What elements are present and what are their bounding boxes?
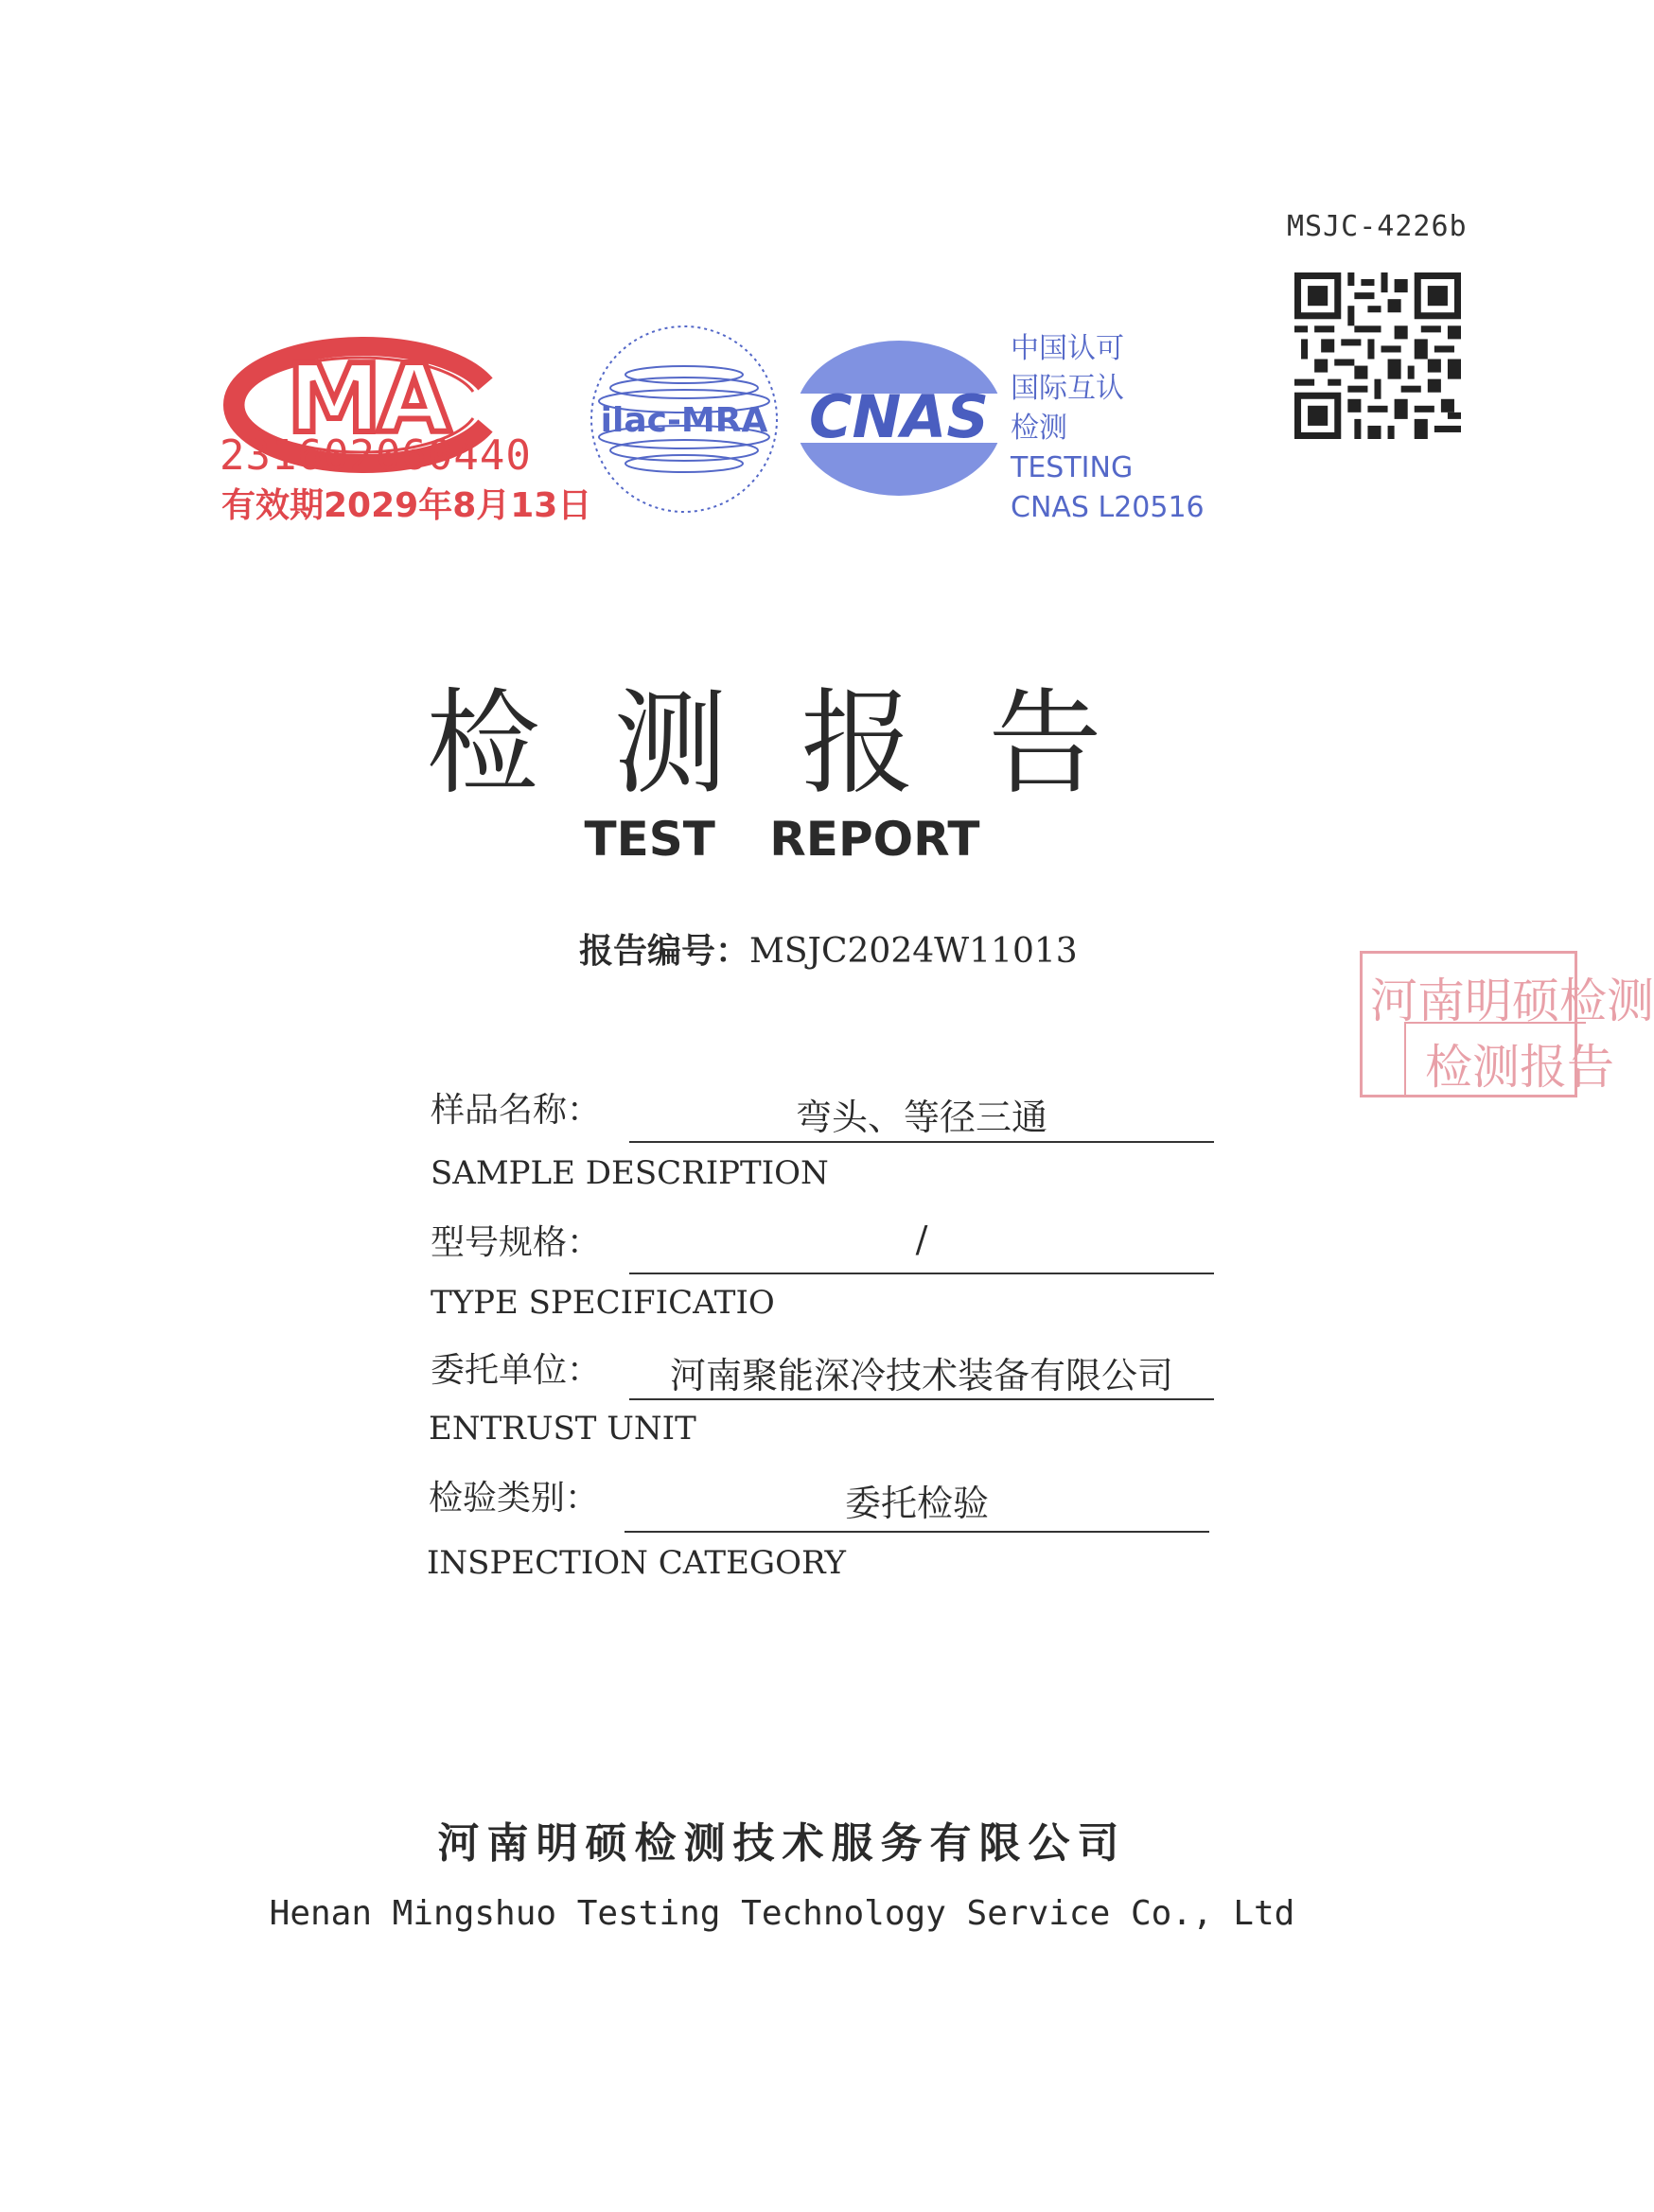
report-number-value: MSJC2024W11013 <box>749 932 1078 971</box>
cnas-line-2: 国际互认 <box>1011 372 1124 405</box>
type-label-en: TYPE SPECIFICATIO <box>431 1284 775 1322</box>
cnas-accreditation-text <box>1011 329 1205 528</box>
cnas-line-4: TESTING <box>1011 451 1134 484</box>
entrust-label-en: ENTRUST UNIT <box>429 1410 696 1448</box>
entrust-value: 河南聚能深冷技术装备有限公司 <box>669 1355 1173 1396</box>
sample-label: 样品名称： <box>431 1091 602 1130</box>
cma-validity-date: 有效期2029年8月13日 <box>221 486 592 525</box>
category-underline <box>625 1531 1209 1533</box>
document-code: MSJC-4226b <box>1287 210 1468 243</box>
report-title-en: TEST REPORT <box>584 812 980 867</box>
cnas-line-1: 中国认可 <box>1011 332 1124 365</box>
report-title-zh: 检测报告 <box>426 678 1176 810</box>
svg-text:ilac-MRA: ilac-MRA <box>600 401 768 440</box>
cnas-line-5: CNAS L20516 <box>1011 491 1205 524</box>
company-name-en: Henan Mingshuo Testing Technology Service Co., Ltd <box>269 1894 1295 1933</box>
sample-label-en: SAMPLE DESCRIPTION <box>431 1154 829 1192</box>
qr-code-icon <box>1294 272 1461 439</box>
ilac-mra-logo-icon <box>585 320 783 518</box>
company-name-zh: 河南明硕检测技术服务有限公司 <box>437 1819 1127 1868</box>
cnas-line-3: 检测 <box>1011 412 1067 445</box>
entrust-label: 委托单位： <box>431 1351 602 1390</box>
type-value: / <box>915 1219 928 1260</box>
svg-text:CNAS: CNAS <box>808 382 990 451</box>
cma-certificate-number: 231602060440 <box>220 431 532 480</box>
sample-value: 弯头、等径三通 <box>795 1097 1047 1138</box>
seam-stamp-line-1: 河南明硕检测 <box>1370 974 1654 1028</box>
category-label-en: INSPECTION CATEGORY <box>427 1544 846 1582</box>
category-value: 委托检验 <box>844 1483 989 1524</box>
category-label: 检验类别： <box>429 1479 600 1518</box>
svg-text:MA: MA <box>287 343 448 454</box>
type-label: 型号规格： <box>431 1223 602 1262</box>
type-underline <box>629 1273 1214 1274</box>
seam-stamp-line-2: 检测报告 <box>1425 1040 1614 1095</box>
entrust-underline <box>629 1398 1214 1400</box>
cnas-logo-icon <box>785 331 1012 506</box>
report-number-label: 报告编号： <box>579 932 750 971</box>
report-number <box>579 924 1078 973</box>
sample-underline <box>629 1141 1214 1143</box>
seam-stamp <box>1360 951 1654 1097</box>
